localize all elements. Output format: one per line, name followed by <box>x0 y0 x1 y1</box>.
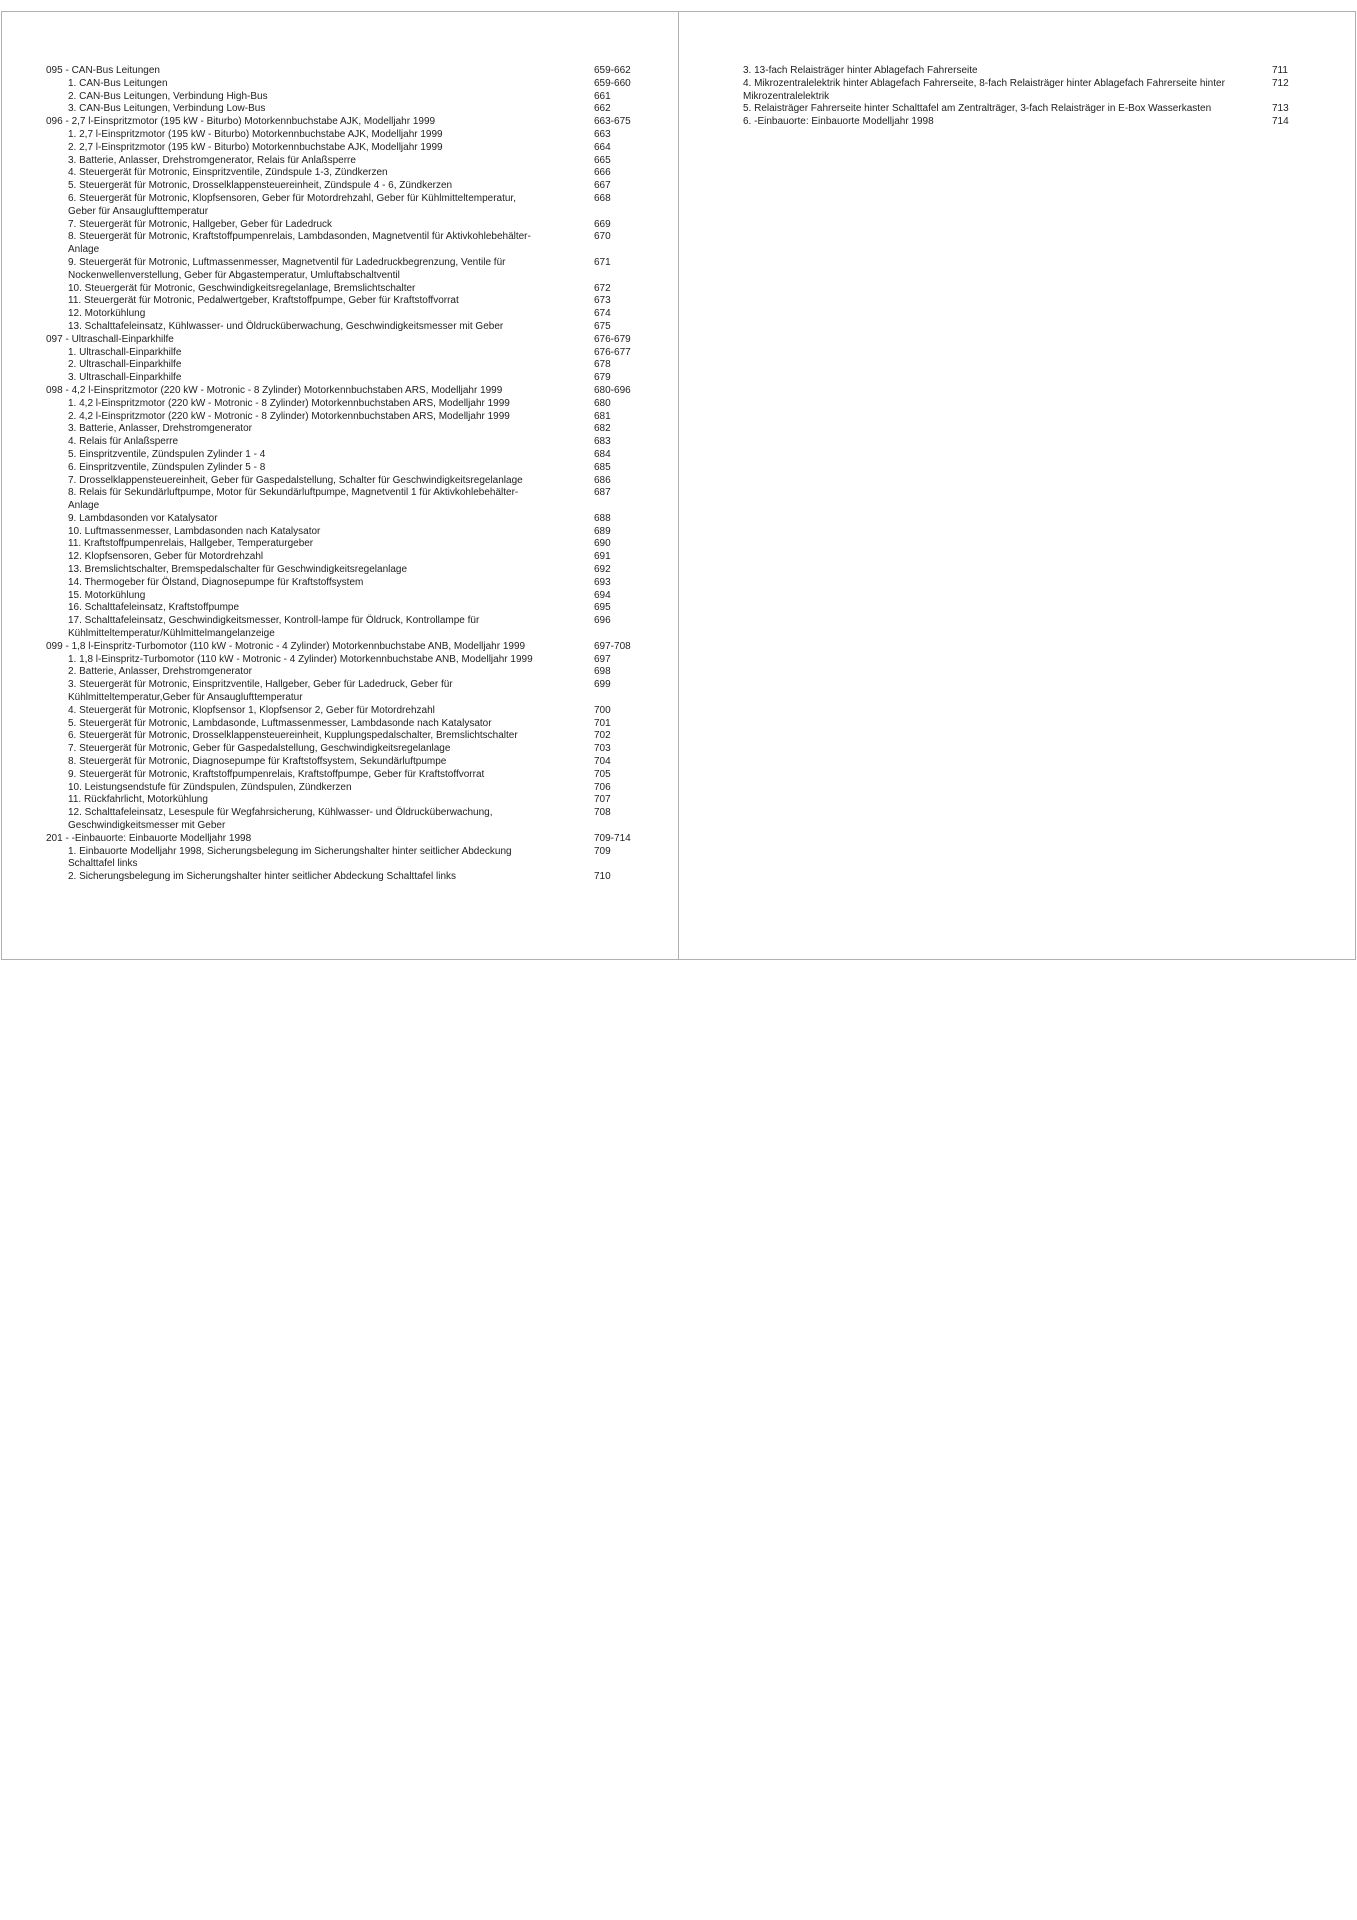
toc-entry-title: 098 - 4,2 l-Einspritzmotor (220 kW - Motronic - 8 Zylinder) Motorkennbuchstaben ARS, Modelljahr 1999 <box>46 384 503 396</box>
toc-entry-page-number: 706 <box>594 781 611 793</box>
toc-entry-page-number: 702 <box>594 730 611 742</box>
toc-entry-title: 14. Thermogeber für Ölstand, Diagnosepumpe für Kraftstoffsystem <box>68 576 364 588</box>
toc-entry-page-number: 662 <box>594 103 611 115</box>
toc-entry-page-number: 687 <box>594 487 611 499</box>
toc-entry <box>46 666 646 679</box>
toc-entry <box>46 295 646 308</box>
toc-entry-page-number: 684 <box>594 448 611 460</box>
toc-entry-title: 4. Steuergerät für Motronic, Einspritzventile, Zündspule 1-3, Zündkerzen <box>68 167 388 179</box>
toc-entry-page-number: 683 <box>594 436 611 448</box>
toc-entry-title: 2. 4,2 l-Einspritzmotor (220 kW - Motronic - 8 Zylinder) Motorkennbuchstaben ARS, Modelljahr 1999 <box>68 410 510 422</box>
toc-entry <box>46 846 646 872</box>
toc-entry-title: 9. Steuergerät für Motronic, Luftmassenmesser, Magnetventil für Ladedruckbegrenzung, Ventile für Nockenwellenverstellung, Geber für Abgastemperatur, Umluftabschaltventil <box>68 256 506 281</box>
toc-entry-title: 9. Steuergerät für Motronic, Kraftstoffpumpenrelais, Kraftstoffpumpe, Geber für Kraftstoffvorrat <box>68 768 485 780</box>
toc-entry-title: 5. Relaisträger Fahrerseite hinter Schalttafel am Zentralträger, 3-fach Relaisträger in E-Box Wasserkasten <box>743 103 1212 115</box>
toc-entry <box>46 449 646 462</box>
toc-entry <box>46 756 646 769</box>
toc-entry <box>46 155 646 168</box>
right-page <box>678 11 1356 960</box>
toc-entry-page-number: 668 <box>594 192 611 204</box>
toc-entry-page-number: 681 <box>594 410 611 422</box>
toc-entry-page-number: 680-696 <box>594 384 631 396</box>
toc-entry <box>46 231 646 257</box>
toc-entry-page-number: 679 <box>594 372 611 384</box>
toc-entry-page-number: 685 <box>594 461 611 473</box>
toc-entry-page-number: 707 <box>594 794 611 806</box>
toc-entry <box>46 398 646 411</box>
toc-entry <box>46 718 646 731</box>
toc-entry <box>46 743 646 756</box>
toc-entry-page-number: 709-714 <box>594 832 631 844</box>
toc-entry <box>46 219 646 232</box>
toc-entry-title: 5. Einspritzventile, Zündspulen Zylinder 1 - 4 <box>68 448 266 460</box>
toc-entry <box>46 551 646 564</box>
toc-entry-title: 8. Relais für Sekundärluftpumpe, Motor für Sekundärluftpumpe, Magnetventil 1 für Aktivkohlebehälter-Anlage <box>68 487 519 512</box>
toc-entry-title: 16. Schalttafeleinsatz, Kraftstoffpumpe <box>68 602 240 614</box>
toc-entry-page-number: 704 <box>594 756 611 768</box>
toc-entry <box>743 65 1333 78</box>
toc-entry <box>46 538 646 551</box>
toc-entry <box>46 794 646 807</box>
toc-entry-title: 9. Lambdasonden vor Katalysator <box>68 512 218 524</box>
toc-entry <box>46 347 646 360</box>
toc-entry <box>743 103 1333 116</box>
toc-entry <box>46 769 646 782</box>
toc-entry <box>46 103 646 116</box>
toc-list-left <box>46 65 646 884</box>
toc-entry-page-number: 710 <box>594 871 611 883</box>
toc-entry-page-number: 709 <box>594 845 611 857</box>
toc-entry-title: 2. Ultraschall-Einparkhilfe <box>68 359 182 371</box>
toc-entry <box>46 513 646 526</box>
toc-entry-title: 097 - Ultraschall-Einparkhilfe <box>46 333 174 345</box>
toc-entry-page-number: 686 <box>594 474 611 486</box>
toc-entry-page-number: 688 <box>594 512 611 524</box>
toc-entry-page-number: 682 <box>594 423 611 435</box>
toc-entry-page-number: 676-677 <box>594 346 631 358</box>
toc-entry <box>46 359 646 372</box>
toc-entry-title: 4. Mikrozentralelektrik hinter Ablagefach Fahrerseite, 8-fach Relaisträger hinter Ablagefach Fahrerseite hinter Mikrozentralelektrik <box>743 77 1225 102</box>
toc-entry-title: 3. CAN-Bus Leitungen, Verbindung Low-Bus <box>68 103 266 115</box>
toc-entry <box>46 577 646 590</box>
toc-entry-title: 4. Steuergerät für Motronic, Klopfsensor 1, Klopfsensor 2, Geber für Motordrehzahl <box>68 704 435 716</box>
toc-entry-title: 10. Luftmassenmesser, Lambdasonden nach Katalysator <box>68 525 321 537</box>
toc-list-right <box>743 65 1333 129</box>
toc-entry-page-number: 672 <box>594 282 611 294</box>
toc-entry-page-number: 698 <box>594 666 611 678</box>
toc-entry-page-number: 712 <box>1272 77 1289 89</box>
toc-entry-page-number: 697 <box>594 653 611 665</box>
toc-entry-page-number: 708 <box>594 807 611 819</box>
toc-entry-page-number: 664 <box>594 141 611 153</box>
toc-entry-page-number: 659-662 <box>594 65 631 76</box>
toc-entry <box>46 602 646 615</box>
toc-entry-title: 3. 13-fach Relaisträger hinter Ablagefach Fahrerseite <box>743 65 978 76</box>
toc-entry-page-number: 663-675 <box>594 116 631 128</box>
toc-entry <box>46 705 646 718</box>
toc-section-entry <box>46 116 646 129</box>
toc-entry-title: 2. Batterie, Anlasser, Drehstromgenerator <box>68 666 252 678</box>
toc-entry-page-number: 680 <box>594 397 611 409</box>
toc-entry-title: 099 - 1,8 l-Einspritz-Turbomotor (110 kW - Motronic - 4 Zylinder) Motorkennbuchstabe ANB, Modelljahr 1999 <box>46 640 526 652</box>
toc-section-entry <box>46 334 646 347</box>
toc-entry <box>46 411 646 424</box>
toc-entry-page-number: 714 <box>1272 116 1289 128</box>
toc-entry-title: 3. Batterie, Anlasser, Drehstromgenerator, Relais für Anlaßsperre <box>68 154 356 166</box>
toc-entry-page-number: 674 <box>594 308 611 320</box>
toc-entry-title: 1. 2,7 l-Einspritzmotor (195 kW - Biturbo) Motorkennbuchstabe AJK, Modelljahr 1999 <box>68 128 443 140</box>
toc-entry-page-number: 699 <box>594 679 611 691</box>
toc-entry-page-number: 693 <box>594 576 611 588</box>
toc-entry <box>46 487 646 513</box>
toc-entry-page-number: 669 <box>594 218 611 230</box>
toc-entry <box>46 193 646 219</box>
toc-entry-title: 13. Bremslichtschalter, Bremspedalschalter für Geschwindigkeitsregelanlage <box>68 564 408 576</box>
toc-entry-title: 11. Rückfahrlicht, Motorkühlung <box>68 794 208 806</box>
toc-entry-page-number: 697-708 <box>594 640 631 652</box>
toc-entry-title: 096 - 2,7 l-Einspritzmotor (195 kW - Biturbo) Motorkennbuchstabe AJK, Modelljahr 1999 <box>46 116 436 128</box>
toc-entry-page-number: 675 <box>594 320 611 332</box>
toc-entry-page-number: 692 <box>594 564 611 576</box>
toc-entry <box>46 590 646 603</box>
toc-entry <box>46 526 646 539</box>
toc-entry-title: 5. Steuergerät für Motronic, Drosselklappensteuereinheit, Zündspule 4 - 6, Zündkerzen <box>68 180 453 192</box>
toc-entry-title: 12. Klopfsensoren, Geber für Motordrehzahl <box>68 551 264 563</box>
toc-section-entry <box>46 65 646 78</box>
toc-entry <box>46 129 646 142</box>
toc-entry-page-number: 700 <box>594 704 611 716</box>
toc-entry-page-number: 670 <box>594 231 611 243</box>
toc-entry <box>46 730 646 743</box>
toc-entry-title: 7. Steuergerät für Motronic, Hallgeber, Geber für Ladedruck <box>68 218 333 230</box>
toc-entry-title: 13. Schalttafeleinsatz, Kühlwasser- und Öldrucküberwachung, Geschwindigkeitsmesser mit Geber <box>68 320 504 332</box>
toc-entry-title: 4. Relais für Anlaßsperre <box>68 436 179 448</box>
toc-entry-title: 2. Sicherungsbelegung im Sicherungshalter hinter seitlicher Abdeckung Schalttafel links <box>68 871 457 883</box>
toc-entry-title: 2. CAN-Bus Leitungen, Verbindung High-Bus <box>68 90 268 102</box>
toc-entry-title: 11. Kraftstoffpumpenrelais, Hallgeber, Temperaturgeber <box>68 538 314 550</box>
toc-entry <box>46 372 646 385</box>
toc-entry <box>46 423 646 436</box>
toc-entry <box>46 257 646 283</box>
toc-section-entry <box>46 833 646 846</box>
toc-entry <box>46 78 646 91</box>
toc-entry <box>46 871 646 884</box>
toc-entry <box>46 180 646 193</box>
toc-entry <box>46 475 646 488</box>
toc-entry-title: 17. Schalttafeleinsatz, Geschwindigkeitsmesser, Kontroll-lampe für Öldruck, Kontrollampe für Kühlmitteltemperatur/Kühlmittelmangelanzeige <box>68 615 480 640</box>
toc-entry-page-number: 665 <box>594 154 611 166</box>
toc-entry-page-number: 673 <box>594 295 611 307</box>
toc-entry-title: 10. Steuergerät für Motronic, Geschwindigkeitsregelanlage, Bremslichtschalter <box>68 282 416 294</box>
toc-entry-title: 3. Steuergerät für Motronic, Einspritzventile, Hallgeber, Geber für Ladedruck, Geber für Kühlmitteltemperatur,Geber für Ansauglufttemperatur <box>68 679 453 704</box>
toc-entry <box>46 436 646 449</box>
toc-entry-page-number: 694 <box>594 589 611 601</box>
toc-section-entry <box>46 385 646 398</box>
toc-entry <box>46 142 646 155</box>
toc-entry-title: 1. CAN-Bus Leitungen <box>68 77 168 89</box>
left-page <box>1 11 679 960</box>
toc-entry <box>743 116 1333 129</box>
toc-entry <box>46 167 646 180</box>
toc-entry-title: 7. Drosselklappensteuereinheit, Geber für Gaspedalstellung, Schalter für Geschwindigkeitsregelanlage <box>68 474 523 486</box>
toc-entry <box>46 654 646 667</box>
toc-entry-page-number: 666 <box>594 167 611 179</box>
toc-entry-page-number: 701 <box>594 717 611 729</box>
toc-entry-page-number: 678 <box>594 359 611 371</box>
toc-entry-page-number: 703 <box>594 743 611 755</box>
toc-entry-title: 3. Ultraschall-Einparkhilfe <box>68 372 182 384</box>
toc-entry <box>46 462 646 475</box>
toc-entry <box>46 564 646 577</box>
toc-entry-page-number: 689 <box>594 525 611 537</box>
toc-entry-page-number: 667 <box>594 180 611 192</box>
toc-entry-page-number: 696 <box>594 615 611 627</box>
toc-entry-title: 11. Steuergerät für Motronic, Pedalwertgeber, Kraftstoffpumpe, Geber für Kraftstoffvorrat <box>68 295 459 307</box>
toc-entry <box>46 321 646 334</box>
toc-entry <box>46 91 646 104</box>
toc-entry-title: 1. Ultraschall-Einparkhilfe <box>68 346 182 358</box>
toc-section-entry <box>46 641 646 654</box>
toc-entry-title: 12. Schalttafeleinsatz, Lesespule für Wegfahrsicherung, Kühlwasser- und Öldrucküberwachung, Geschwindigkeitsmesser mit Geber <box>68 807 493 832</box>
toc-entry-title: 10. Leistungsendstufe für Zündspulen, Zündspulen, Zündkerzen <box>68 781 352 793</box>
toc-entry-page-number: 659-660 <box>594 77 631 89</box>
toc-entry-page-number: 676-679 <box>594 333 631 345</box>
toc-entry <box>46 283 646 296</box>
toc-entry-title: 6. -Einbauorte: Einbauorte Modelljahr 1998 <box>743 116 934 128</box>
toc-entry-title: 12. Motorkühlung <box>68 308 146 320</box>
toc-entry-page-number: 671 <box>594 256 611 268</box>
toc-entry-title: 2. 2,7 l-Einspritzmotor (195 kW - Biturbo) Motorkennbuchstabe AJK, Modelljahr 1999 <box>68 141 443 153</box>
toc-entry <box>46 679 646 705</box>
toc-entry-page-number: 711 <box>1272 65 1288 76</box>
toc-entry-page-number: 661 <box>594 90 611 102</box>
toc-entry-page-number: 690 <box>594 538 611 550</box>
toc-entry <box>46 807 646 833</box>
toc-entry-page-number: 691 <box>594 551 611 563</box>
toc-entry <box>46 615 646 641</box>
toc-entry-page-number: 663 <box>594 128 611 140</box>
toc-entry-title: 7. Steuergerät für Motronic, Geber für Gaspedalstellung, Geschwindigkeitsregelanlage <box>68 743 451 755</box>
toc-entry-title: 15. Motorkühlung <box>68 589 146 601</box>
toc-entry-title: 6. Steuergerät für Motronic, Drosselklappensteuereinheit, Kupplungspedalschalter, Bremslichtschalter <box>68 730 518 742</box>
toc-entry <box>743 78 1333 104</box>
toc-entry-title: 1. Einbauorte Modelljahr 1998, Sicherungsbelegung im Sicherungshalter hinter seitlicher Abdeckung Schalttafel links <box>68 845 512 870</box>
toc-entry-title: 201 - -Einbauorte: Einbauorte Modelljahr 1998 <box>46 832 252 844</box>
toc-entry-title: 3. Batterie, Anlasser, Drehstromgenerator <box>68 423 252 435</box>
toc-entry-page-number: 713 <box>1272 103 1289 115</box>
toc-entry-title: 1. 4,2 l-Einspritzmotor (220 kW - Motronic - 8 Zylinder) Motorkennbuchstaben ARS, Modelljahr 1999 <box>68 397 510 409</box>
toc-entry <box>46 782 646 795</box>
toc-entry-title: 8. Steuergerät für Motronic, Kraftstoffpumpenrelais, Lambdasonden, Magnetventil für Aktivkohlebehälter-Anlage <box>68 231 531 256</box>
toc-entry-page-number: 705 <box>594 768 611 780</box>
toc-entry-page-number: 695 <box>594 602 611 614</box>
toc-entry-title: 8. Steuergerät für Motronic, Diagnosepumpe für Kraftstoffsystem, Sekundärluftpumpe <box>68 756 447 768</box>
toc-entry-title: 6. Steuergerät für Motronic, Klopfsensoren, Geber für Motordrehzahl, Geber für Kühlmitteltemperatur, Geber für Ansauglufttemperatur <box>68 192 516 217</box>
toc-entry-title: 6. Einspritzventile, Zündspulen Zylinder 5 - 8 <box>68 461 266 473</box>
toc-entry-title: 1. 1,8 l-Einspritz-Turbomotor (110 kW - Motronic - 4 Zylinder) Motorkennbuchstabe ANB, Modelljahr 1999 <box>68 653 533 665</box>
toc-entry <box>46 308 646 321</box>
toc-entry-title: 095 - CAN-Bus Leitungen <box>46 65 160 76</box>
toc-entry-title: 5. Steuergerät für Motronic, Lambdasonde, Luftmassenmesser, Lambdasonde nach Katalysator <box>68 717 492 729</box>
